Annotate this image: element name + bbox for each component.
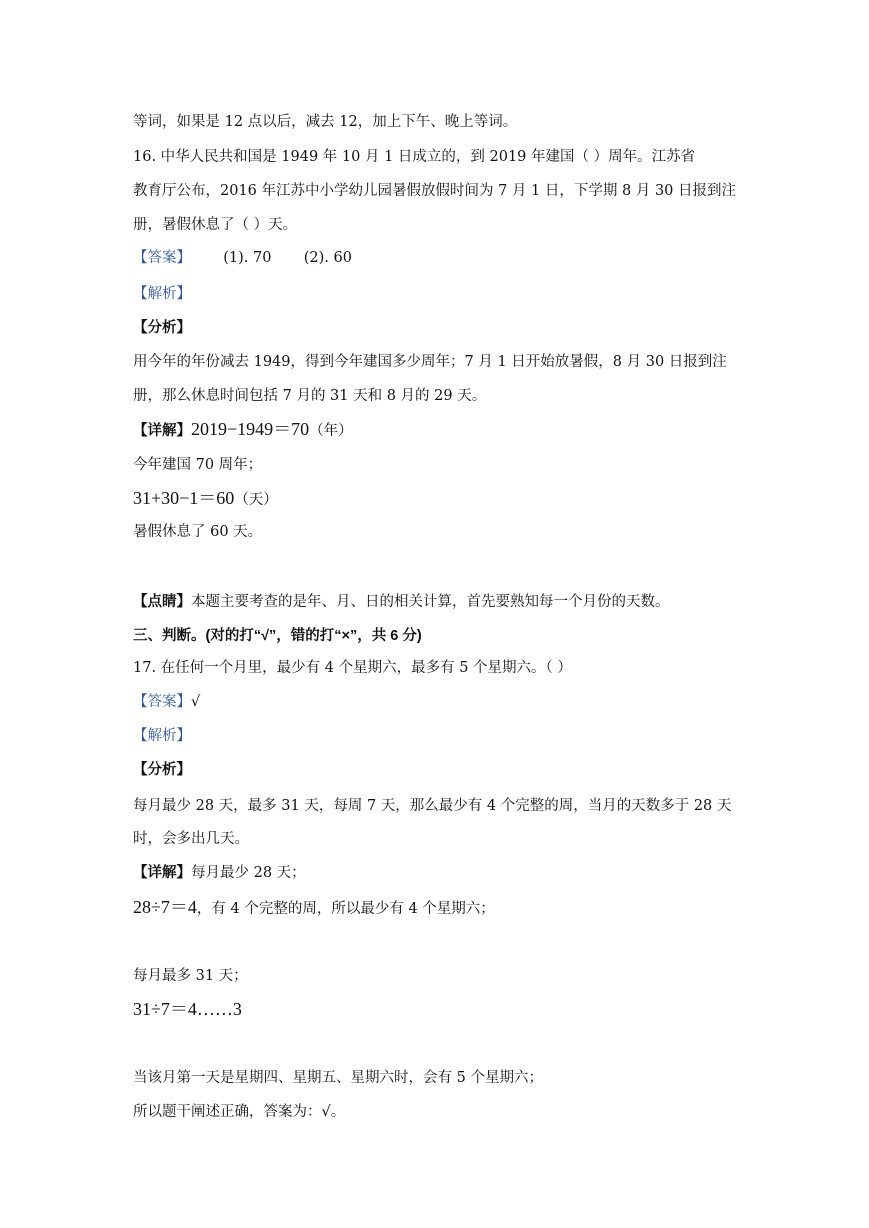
section-3-heading: 三、判断。(对的打“√”，错的打“×”，共 6 分) (133, 628, 422, 644)
equation-line (133, 999, 242, 1021)
equation-line (133, 897, 495, 919)
q17-answer (133, 692, 200, 712)
q16-detail (133, 419, 353, 441)
equation: 31÷7＝4……3 (133, 999, 242, 1019)
detail-label: 【详解】 (133, 422, 191, 439)
q16-dianjing (133, 592, 670, 612)
text-line: 暑假休息了 60 天。 (133, 524, 263, 540)
question-17-stem: 17. 在任何一个月里，最少有 4 个星期六，最多有 5 个星期六。（ ） (133, 660, 572, 676)
q17-detail (133, 863, 306, 883)
q16-analysis-label: 【解析】 (133, 286, 191, 302)
question-16-stem: 16. 中华人民共和国是 1949 年 10 月 1 日成立的，到 2019 年建国（ ）周年。江苏省 (133, 149, 696, 165)
detail-text: 每月最少 28 天； (191, 865, 306, 881)
text-line: 时，会多出几天。 (133, 831, 249, 847)
q17-analysis-label: 【解析】 (133, 728, 191, 744)
unit: （天） (234, 492, 278, 508)
text-line: 册，那么休息时间包括 7 月的 31 天和 8 月的 29 天。 (133, 388, 487, 404)
dianjing-label: 【点睛】 (133, 593, 191, 610)
text-line: 用今年的年份减去 1949，得到今年建国多少周年；7 月 1 日开始放暑假，8 月 30 日报到注 (133, 354, 727, 370)
text-line: 所以题干阐述正确，答案为：√。 (133, 1104, 346, 1120)
answer-text: (1). 70 (2). 60 (191, 250, 352, 266)
equation: 2019−1949＝70 (191, 419, 310, 439)
q16-fenxi-label: 【分析】 (133, 319, 191, 336)
answer-label: 【答案】 (133, 694, 191, 710)
detail-label: 【详解】 (133, 864, 191, 881)
equation: 31+30−1＝60 (133, 488, 235, 508)
text-line: 当该月第一天是星期四、星期五、星期六时，会有 5 个星期六； (133, 1070, 543, 1086)
equation-text: ，有 4 个完整的周，所以最少有 4 个星期六； (196, 901, 495, 917)
answer-label: 【答案】 (133, 250, 191, 266)
equation-line (133, 488, 278, 510)
unit: （年） (309, 423, 353, 439)
q17-fenxi-label: 【分析】 (133, 761, 191, 778)
text-line: 等词，如果是 12 点以后，减去 12，加上下午、晚上等词。 (133, 114, 518, 130)
text-line: 册，暑假休息了（ ）天。 (133, 217, 298, 233)
dianjing-text: 本题主要考查的是年、月、日的相关计算，首先要熟知每一个月份的天数。 (191, 594, 670, 610)
text-line: 每月最少 28 天，最多 31 天，每周 7 天，那么最少有 4 个完整的周，当月的天数多于 28 天 (133, 798, 732, 814)
q16-answer (133, 248, 352, 268)
text-line: 教育厅公布，2016 年江苏中小学幼儿园暑假放假时间为 7 月 1 日，下学期 8 月 30 日报到注 (133, 183, 737, 199)
answer-text: √ (191, 694, 201, 710)
text-line: 今年建国 70 周年； (133, 457, 263, 473)
equation: 28÷7＝4 (133, 897, 197, 917)
text-line: 每月最多 31 天； (133, 968, 248, 984)
